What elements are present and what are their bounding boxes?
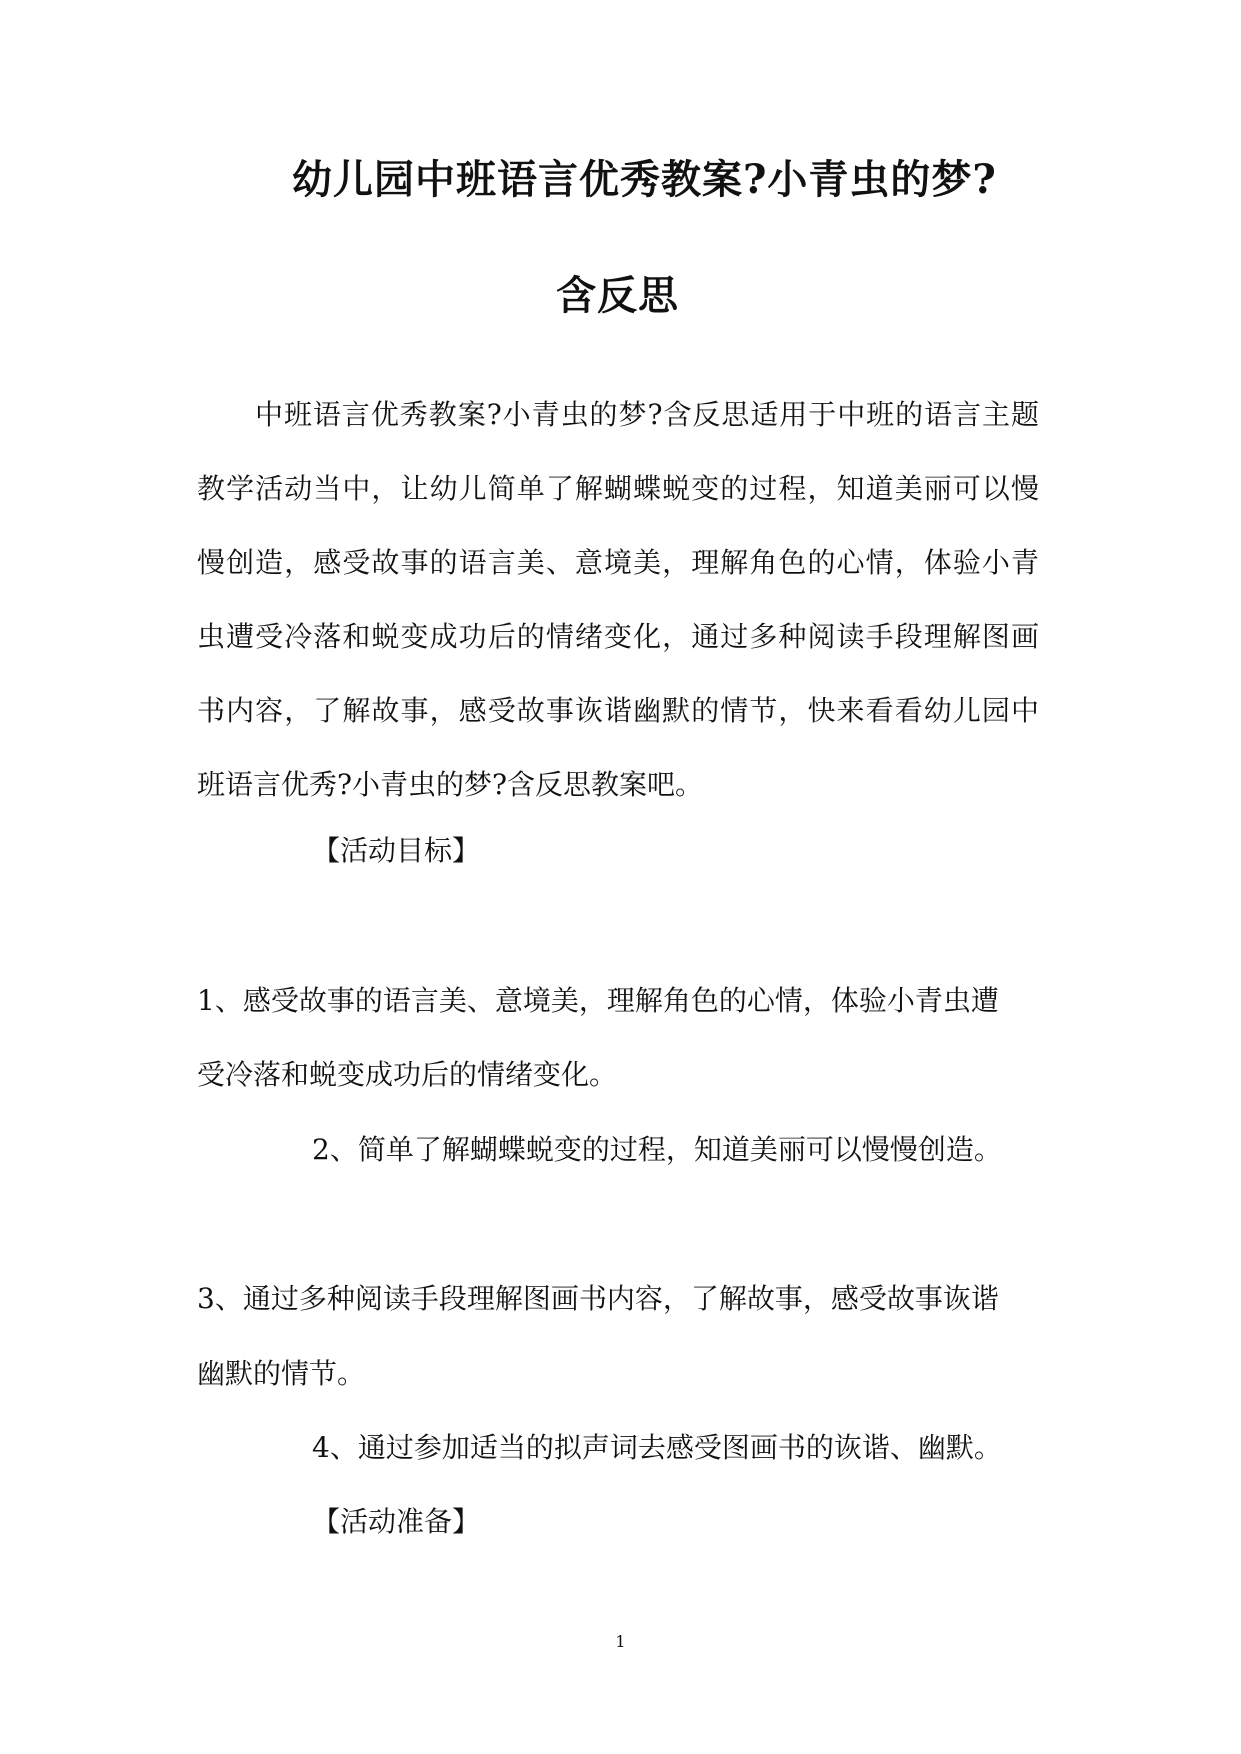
intro-line: 虫遭受冷落和蜕变成功后的情绪变化，通过多种阅读手段理解图画 <box>197 620 1039 653</box>
goal-3-line-2: 幽默的情节。 <box>197 1357 366 1390</box>
intro-line: 中班语言优秀教案?小青虫的梦?含反思适用于中班的语言主题 <box>255 398 1039 431</box>
intro-paragraph <box>197 378 1039 822</box>
page-number: 1 <box>615 1632 626 1651</box>
section-heading-preparation: 【活动准备】 <box>312 1505 481 1538</box>
intro-line: 慢创造，感受故事的语言美、意境美，理解角色的心情，体验小青 <box>197 546 1039 579</box>
intro-line: 班语言优秀?小青虫的梦?含反思教案吧。 <box>197 768 704 801</box>
intro-line: 书内容，了解故事，感受故事诙谐幽默的情节，快来看看幼儿园中 <box>197 694 1039 727</box>
goal-1-line-2: 受冷落和蜕变成功后的情绪变化。 <box>197 1058 618 1091</box>
goal-3-line-1: 3、通过多种阅读手段理解图画书内容，了解故事，感受故事诙谐 <box>197 1282 999 1315</box>
goal-4: 4、通过参加适当的拟声词去感受图画书的诙谐、幽默。 <box>312 1431 1002 1464</box>
document-title-line-2: 含反思 <box>556 272 679 319</box>
section-heading-goals: 【活动目标】 <box>312 834 481 867</box>
goal-2: 2、简单了解蝴蝶蜕变的过程，知道美丽可以慢慢创造。 <box>312 1133 1002 1166</box>
goal-1-line-1: 1、感受故事的语言美、意境美，理解角色的心情，体验小青虫遭 <box>197 984 999 1017</box>
document-title-line-1: 幼儿园中班语言优秀教案?小青虫的梦? <box>292 156 997 203</box>
intro-line: 教学活动当中，让幼儿简单了解蝴蝶蜕变的过程，知道美丽可以慢 <box>197 472 1039 505</box>
